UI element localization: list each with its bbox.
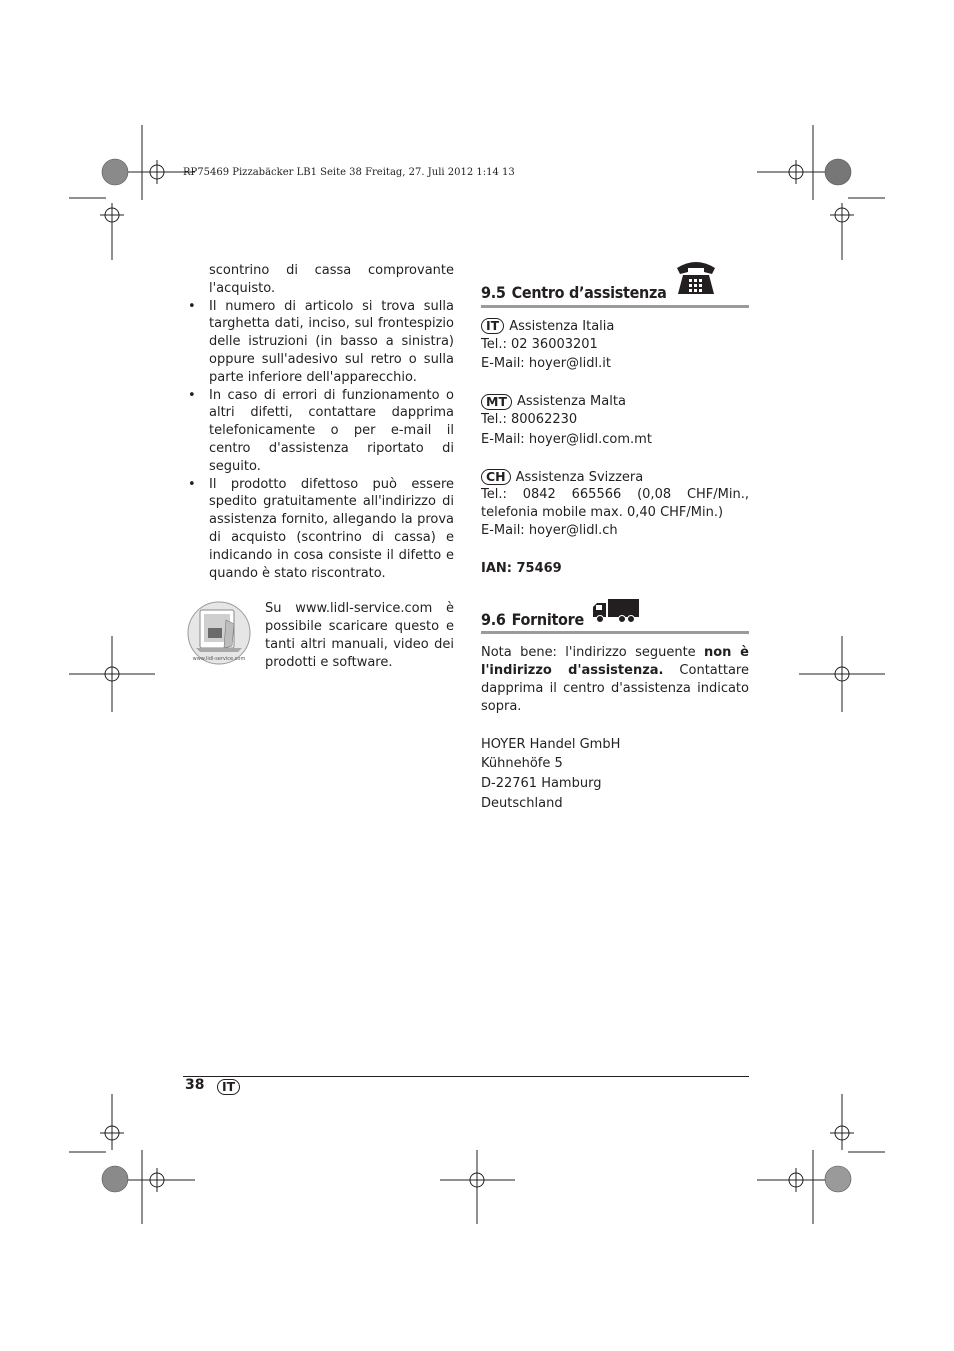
ian-number: IAN: 75469 <box>481 560 562 576</box>
section-heading-9-6 <box>481 598 749 635</box>
section-number: 9.6 <box>481 609 506 629</box>
list-item: • In caso di errori di funzionamento o altri difetti, contattare dapprima telefonicamente o per e-mail il centro d'assistenza riportato di seguito. <box>188 387 454 474</box>
address-line: D-22761 Hamburg <box>481 776 602 792</box>
country-badge: IT <box>481 318 504 334</box>
section-title: Fornitore <box>511 609 584 629</box>
supplier-address <box>481 736 749 813</box>
list-item: • Il numero di articolo si trova sulla targhetta dati, inciso, sul frontespizio delle istruzioni (in basso a sinistra) oppure sull'adesivo sul retro o sulla parte inferiore dell'apparecchio. <box>188 298 454 385</box>
country-block-ch: CH Assistenza Svizzera Tel.: 0842 665566 (0,08 CHF/Min., telefonia mobile max. 0,40 CHF/Min.) E-Mail: hoyer@lidl.ch <box>481 469 749 538</box>
country-badge: CH <box>481 469 511 485</box>
left-column <box>186 262 454 672</box>
section-number: 9.5 <box>481 283 506 302</box>
page-number: 38 <box>185 1077 205 1093</box>
service-note-block <box>186 600 454 672</box>
phone-number: Tel.: 02 36003201 <box>481 336 598 352</box>
language-badge: IT <box>217 1079 245 1095</box>
country-badge: MT <box>481 394 512 410</box>
truck-icon <box>592 598 640 628</box>
country-block-it: IT Assistenza Italia Tel.: 02 36003201 E-Mail: hoyer@lidl.it <box>481 318 749 373</box>
address-line: HOYER Handel GmbH <box>481 736 621 752</box>
address-line: Kühnehöfe 5 <box>481 756 563 772</box>
bullet-symbol: • <box>188 298 196 314</box>
right-column <box>481 258 749 813</box>
print-header: RP75469 Pizzabäcker LB1 Seite 38 Freitag, 27. Juli 2012 1:14 13 <box>183 167 515 178</box>
bullet-symbol: • <box>188 387 196 403</box>
country-block-mt: MT Assistenza Malta Tel.: 80062230 E-Mail: hoyer@lidl.com.mt <box>481 393 749 448</box>
phone-number: Tel.: 80062230 <box>481 411 578 427</box>
footer-rule <box>183 1076 749 1077</box>
list-item: • Il prodotto difettoso può essere spedito gratuitamente all'indirizzo di assistenza fornito, allegando la prova di acquisto (scontrino di cassa) e indicando in cosa consiste il difetto e quando è stato riscontrato. <box>188 476 454 581</box>
email-address: E-Mail: hoyer@lidl.ch <box>481 522 618 538</box>
supplier-note: Nota bene: l'indirizzo seguente non è l'indirizzo d'assistenza. Contattare dapprima il centro d'assistenza indicato sopra. <box>481 645 749 714</box>
svg-text:www.lidl-service.com: www.lidl-service.com <box>192 656 246 663</box>
address-line: Deutschland <box>481 795 563 811</box>
lidl-service-icon <box>186 600 252 672</box>
section-heading-9-5 <box>481 258 749 308</box>
bullet-symbol: • <box>188 476 196 492</box>
telephone-icon <box>674 258 718 300</box>
bullet-list <box>186 298 454 583</box>
email-address: E-Mail: hoyer@lidl.com.mt <box>481 431 652 447</box>
email-address: E-Mail: hoyer@lidl.it <box>481 356 611 372</box>
phone-number: Tel.: 0842 665566 (0,08 CHF/Min., telefonia mobile max. 0,40 CHF/Min.) <box>481 487 749 521</box>
section-title: Centro d’assistenza <box>511 283 667 302</box>
service-note-text: Su www.lidl-service.com è possibile scaricare questo e tanti altri manuali, video dei prodotti e software. <box>265 601 454 670</box>
continuation-text: scontrino di cassa comprovante l'acquisto. <box>209 263 454 296</box>
